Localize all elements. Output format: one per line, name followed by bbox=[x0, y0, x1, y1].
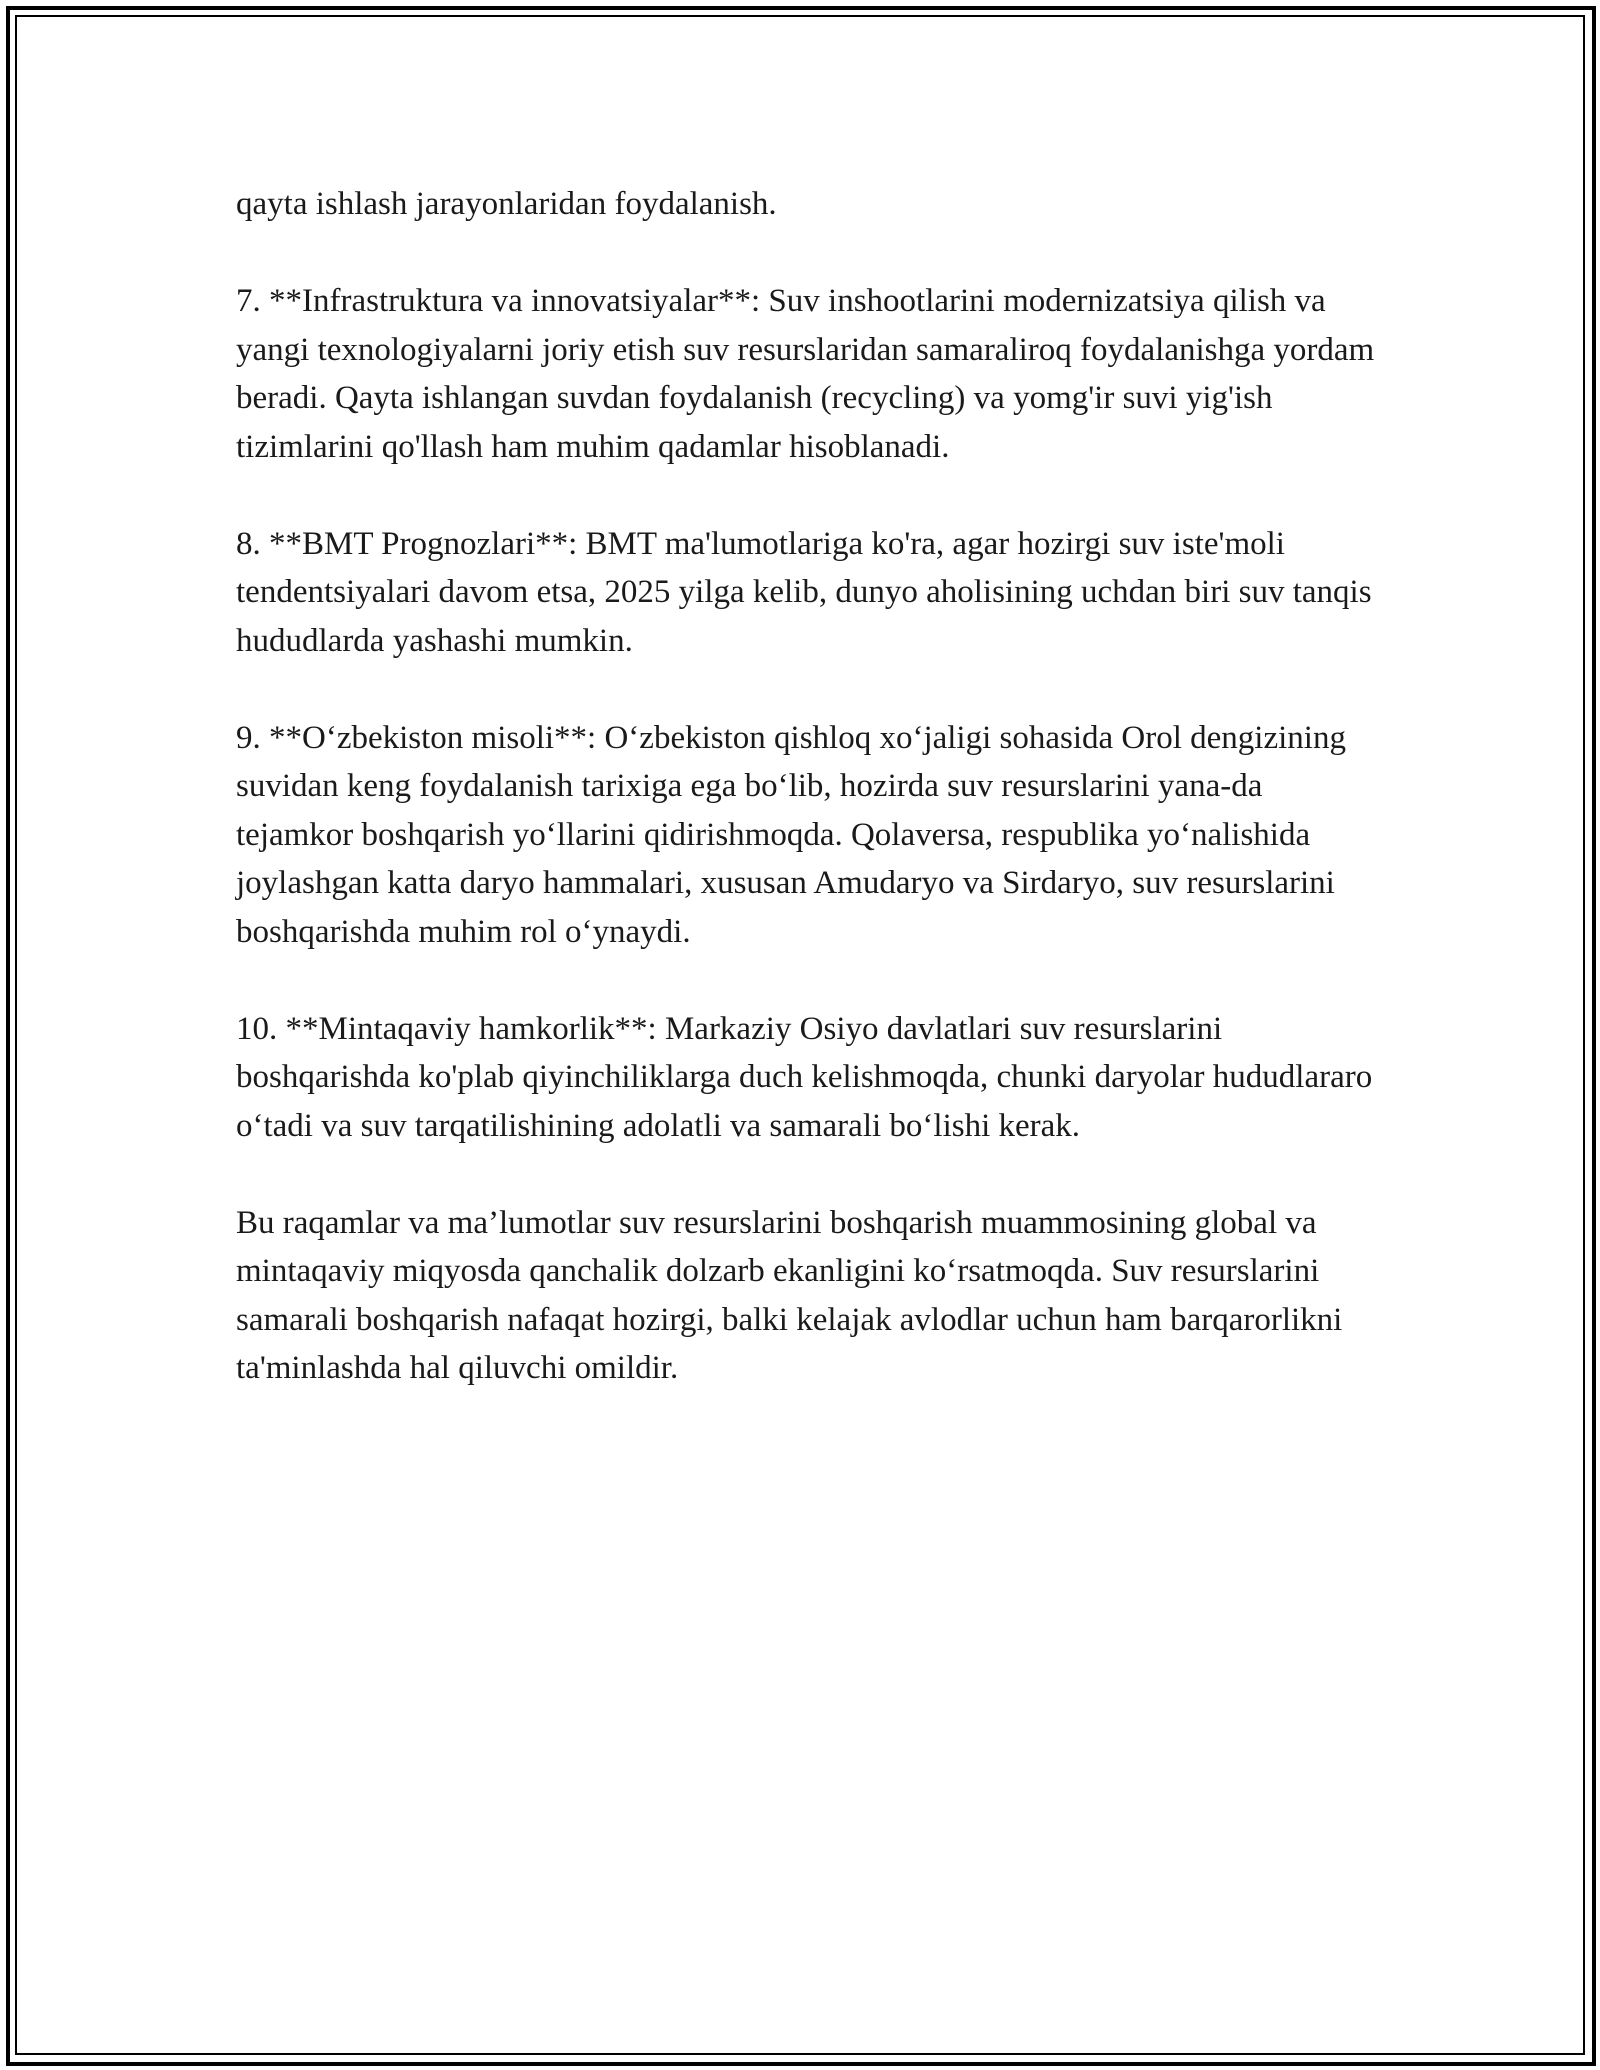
paragraph-conclusion: Bu raqamlar va ma’lumotlar suv resurslarini boshqarish muammosining global va mintaqaviy miqyosda qanchalik dolzarb ekanligini koʻrsatmoqda. Suv resurslarini samarali boshqarish nafaqat hozirgi, balki kelajak avlodlar uchun ham barqarorlikni ta'minlashda hal qiluvchi omildir. bbox=[236, 1204, 1343, 1386]
paragraph-item-9: 9. **Oʻzbekiston misoli**: Oʻzbekiston qishloq xoʻjaligi sohasida Orol dengizining suvidan keng foydalanish tarixiga ega boʻlib, hozirda suv resurslarini yana-da tejamkor boshqarish yoʻllarini qidirishmoqda. Qolaversa, respublika yoʻnalishida joylashgan katta daryo hammalari, xususan Amudaryo va Sirdaryo, suv resurslarini boshqarishda muhim rol oʻynaydi. bbox=[236, 719, 1346, 950]
document-body bbox=[236, 180, 1386, 1393]
paragraph-continuation: qayta ishlash jarayonlaridan foydalanish. bbox=[236, 186, 777, 222]
paragraph-item-10: 10. **Mintaqaviy hamkorlik**: Markaziy Osiyo davlatlari suv resurslarini boshqarishda ko'plab qiyinchiliklarga duch kelishmoqda, chunki daryolar hududlararo oʻtadi va suv tarqatilishining adolatli va samarali boʻlishi kerak. bbox=[236, 1010, 1373, 1144]
paragraph-item-8: 8. **BMT Prognozlari**: BMT ma'lumotlariga ko'ra, agar hozirgi suv iste'moli tendentsiyalari davom etsa, 2025 yilga kelib, dunyo aholisining uchdan biri suv tanqis hududlarda yashashi mumkin. bbox=[236, 525, 1372, 659]
paragraph-item-7: 7. **Infrastruktura va innovatsiyalar**: Suv inshootlarini modernizatsiya qilish va yangi texnologiyalarni joriy etish suv resurslaridan samaraliroq foydalanishga yordam beradi. Qayta ishlangan suvdan foydalanish (recycling) va yomg'ir suvi yig'ish tizimlarini qo'llash ham muhim qadamlar hisoblanadi. bbox=[236, 283, 1375, 465]
